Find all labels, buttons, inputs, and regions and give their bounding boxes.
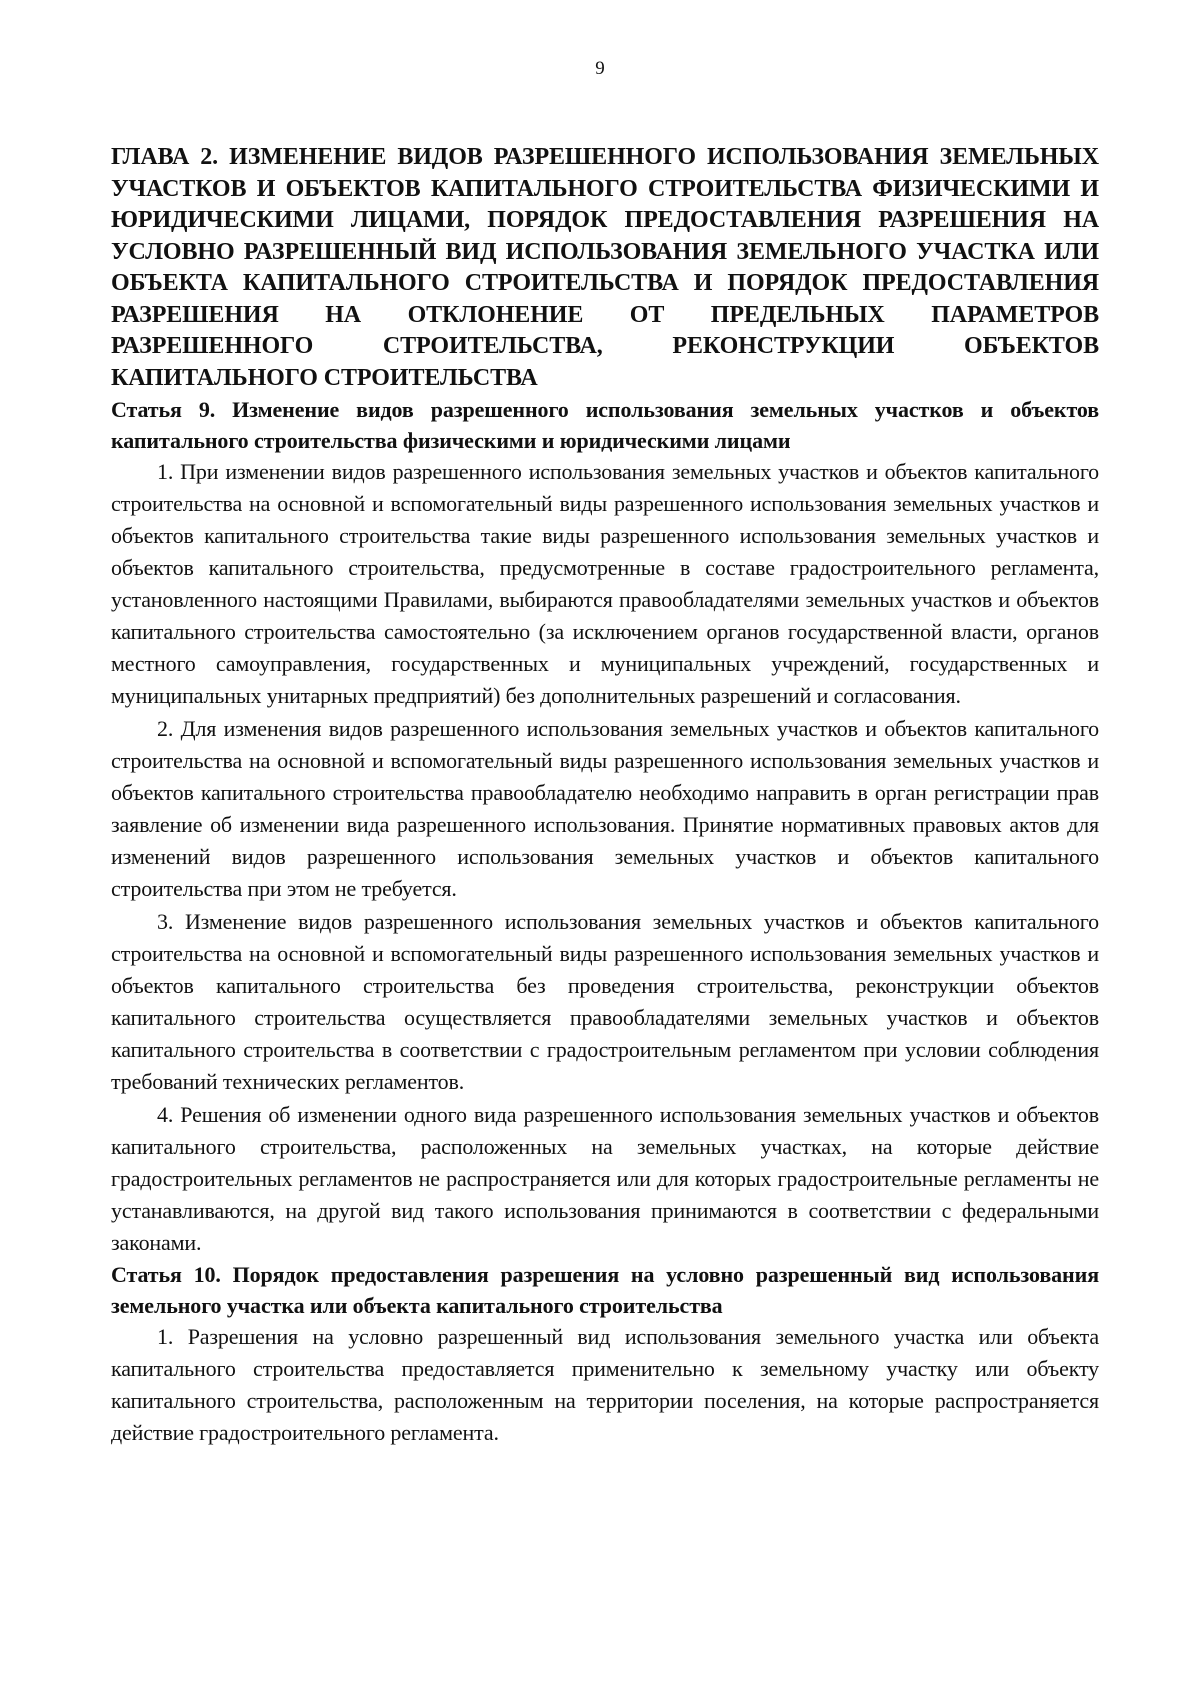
article-9-paragraph-1: 1. При изменении видов разрешенного использования земельных участков и объектов капитального строительства на основной и вспомогательный виды разрешенного использования земельных участков и объектов капитального строительства такие виды разрешенного использования земельных участков и объектов капитального строительства, предусмотренные в составе градостроительного регламента, установленного настоящими Правилами, выбираются правообладателями земельных участков и объектов капитального строительства самостоятельно (за исключением органов государственной власти, органов местного самоуправления, государственных и муниципальных учреждений, государственных и муниципальных унитарных предприятий) без дополнительных разрешений и согласования. [111, 459, 1099, 708]
article-9-paragraph-2: 2. Для изменения видов разрешенного использования земельных участков и объектов капитального строительства на основной и вспомогательный виды разрешенного использования земельных участков и объектов капитального строительства правообладателю необходимо направить в орган регистрации прав заявление об изменении вида разрешенного использования. Принятие нормативных правовых актов для изменений видов разрешенного использования земельных участков и объектов капитального строительства при этом не требуется. [111, 716, 1099, 901]
article-9-title: Статья 9. Изменение видов разрешенного использования земельных участков и объектов капитального строительства физическими и юридическими лицами [111, 397, 1099, 453]
page-number: 9 [595, 58, 605, 79]
page-content [111, 142, 1099, 1449]
article-9-paragraph-4: 4. Решения об изменении одного вида разрешенного использования земельных участков и объектов капитального строительства, расположенных на земельных участках, на которые действие градостроительных регламентов не распространяется или для которых градостроительные регламенты не устанавливаются, на другой вид такого использования принимаются в соответствии с федеральными законами. [111, 1102, 1099, 1255]
article-10-title: Статья 10. Порядок предоставления разрешения на условно разрешенный вид использования земельного участка или объекта капитального строительства [111, 1262, 1099, 1318]
article-10-paragraph-1: 1. Разрешения на условно разрешенный вид использования земельного участка или объекта капитального строительства предоставляется применительно к земельному участку или объекту капитального строительства, расположенным на территории поселения, на которые распространяется действие градостроительного регламента. [111, 1324, 1099, 1445]
chapter-title: ГЛАВА 2. ИЗМЕНЕНИЕ ВИДОВ РАЗРЕШЕННОГО ИСПОЛЬЗОВАНИЯ ЗЕМЕЛЬНЫХ УЧАСТКОВ И ОБЪЕКТОВ КАПИТАЛЬНОГО СТРОИТЕЛЬСТВА ФИЗИЧЕСКИМИ И ЮРИДИЧЕСКИМИ ЛИЦАМИ, ПОРЯДОК ПРЕДОСТАВЛЕНИЯ РАЗРЕШЕНИЯ НА УСЛОВНО РАЗРЕШЕННЫЙ ВИД ИСПОЛЬЗОВАНИЯ ЗЕМЕЛЬНОГО УЧАСТКА ИЛИ ОБЪЕКТА КАПИТАЛЬНОГО СТРОИТЕЛЬСТВА И ПОРЯДОК ПРЕДОСТАВЛЕНИЯ РАЗРЕШЕНИЯ НА ОТКЛОНЕНИЕ ОТ ПРЕДЕЛЬНЫХ ПАРАМЕТРОВ РАЗРЕШЕННОГО СТРОИТЕЛЬСТВА, РЕКОНСТРУКЦИИ ОБЪЕКТОВ КАПИТАЛЬНОГО СТРОИТЕЛЬСТВА [111, 144, 1099, 391]
article-9-paragraph-3: 3. Изменение видов разрешенного использования земельных участков и объектов капитального строительства на основной и вспомогательный виды разрешенного использования земельных участков и объектов капитального строительства без проведения строительства, реконструкции объектов капитального строительства осуществляется правообладателями земельных участков и объектов капитального строительства в соответствии с градостроительным регламентом при условии соблюдения требований технических регламентов. [111, 909, 1099, 1094]
